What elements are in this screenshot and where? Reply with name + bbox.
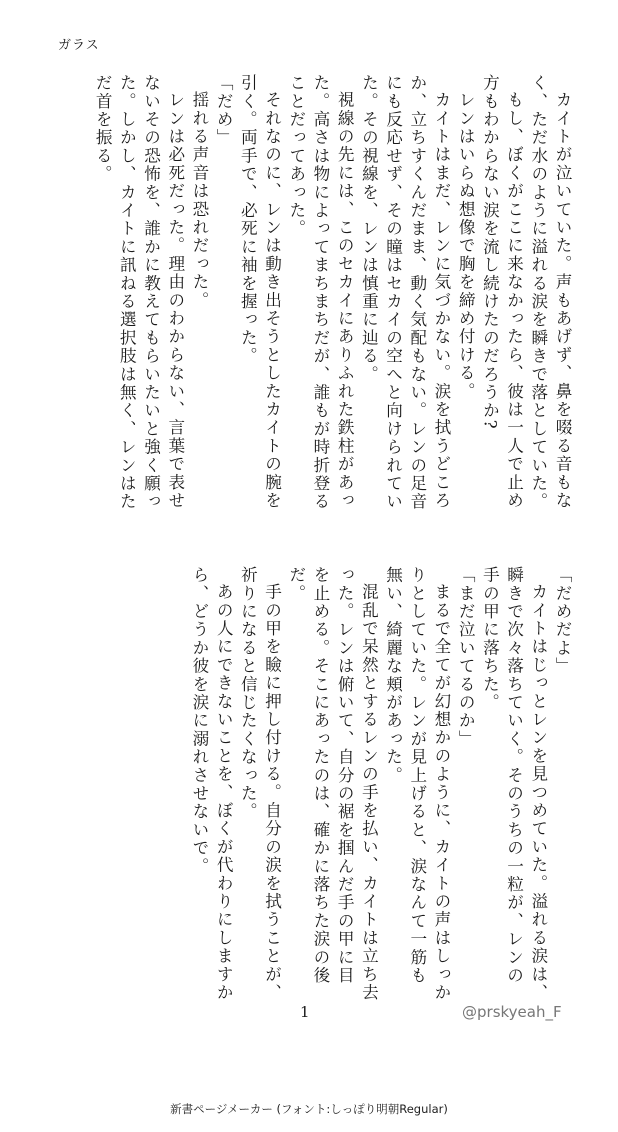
dialogue-line: 「だめだよ」 bbox=[553, 566, 572, 676]
paragraph: それなのに、レンは動き出そうとしたカイトの腕を引く。両手で、必死に袖を握った。 bbox=[238, 74, 282, 510]
paragraph: まるで全てが幻想かのように、カイトの声はしっかりとしていた。レンが見上げると、涙なんて一筋も無い、綺麗な頬があった。 bbox=[383, 566, 451, 1002]
paragraph: 混乱で呆然とするレンの手を払い、カイトは立ち去った。レンは俯いて、自分の裾を掴んだ手の甲に目を止める。そこにあったのは、確かに落ちた涙の後だ。 bbox=[286, 566, 379, 1002]
author-handle: @prskyeah_F bbox=[462, 1003, 562, 1021]
dialogue-line: 「だめ」 bbox=[214, 74, 234, 147]
paragraph: カイトが泣いていた。声もあげず、鼻を啜る音もなく、ただ水のように溢れる涙を瞬きで落としていた。 bbox=[528, 74, 572, 511]
paragraph: レンは必死だった。理由のわからない、言葉で表せないその恐怖を、誰かに教えてもらいたいと強く願った。しかし、カイトに訊ねる選択肢は無く、レンはただ首を振る。 bbox=[93, 74, 185, 511]
dialogue-line: 「まだ泣いてるのか」 bbox=[456, 566, 476, 748]
paragraph: カイトはじっとレンを見つめていた。溢れる涙は、瞬きで次々落ちていく。そのうちの一粒が、レンの手の甲に落ちた。 bbox=[480, 566, 548, 1002]
paragraph: カイトはまだ、レンに気づかない。涙を拭うどころか、立ちすくんだまま、動く気配もない。レンの足音にも反応せず、その瞳はセカイの空へと向けられていた。その視線を、レンは慎重に辿る。 bbox=[359, 74, 451, 511]
page-header-title: ガラス bbox=[58, 38, 100, 53]
paragraph: 手の甲を瞼に押し付ける。自分の涙を拭うことが、祈りになると信じたくなった。 bbox=[238, 566, 282, 1002]
paragraph: レンはいらぬ想像で胸を締め付ける。 bbox=[456, 90, 476, 400]
paragraph: 揺れる声音は恐れだった。 bbox=[189, 90, 209, 309]
paragraph: 視線の先には、このセカイにありふれた鉄柱があった。高さは物によってまちまちだが、誰もが時折登ることだってあった。 bbox=[286, 74, 355, 511]
body-text-top bbox=[44, 74, 574, 524]
paragraph: もし、ぼくがここに来なかったら、彼は一人で止め方もわからない涙を流し続けたのだろうか? bbox=[480, 74, 524, 510]
body-text-bottom bbox=[44, 566, 574, 1002]
page-number: 1 bbox=[300, 1003, 310, 1021]
paragraph: あの人にできないことを、ぼくが代わりにしますから、どうか彼を涙に溺れさせないで。 bbox=[189, 566, 234, 1002]
generator-credit: 新書ページメーカー (フォント:しっぽり明朝Regular) bbox=[170, 1102, 448, 1116]
